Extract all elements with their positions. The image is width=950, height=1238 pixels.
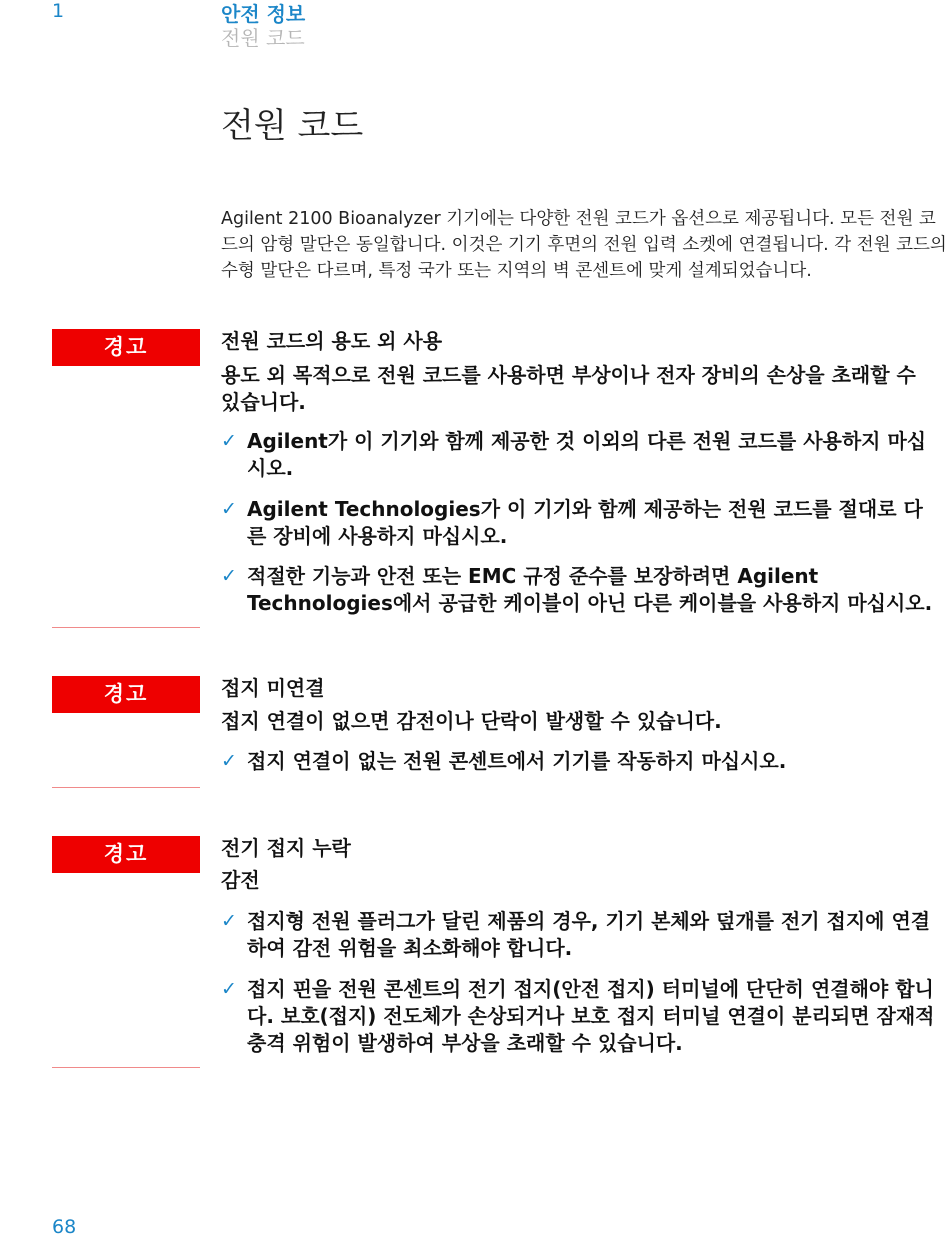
warning-divider — [52, 627, 200, 628]
page-number: 68 — [52, 1216, 77, 1238]
header-section-subtitle: 전원 코드 — [221, 26, 305, 50]
warning-list-item — [221, 428, 936, 482]
warning-title: 접지 미연결 — [221, 676, 325, 700]
warning-title: 전원 코드의 용도 외 사용 — [221, 329, 443, 353]
check-icon: ✓ — [221, 498, 237, 520]
warning-list-item — [221, 496, 936, 550]
check-icon: ✓ — [221, 910, 237, 932]
warning-badge: 경고 — [52, 836, 200, 873]
page-title: 전원 코드 — [221, 106, 364, 146]
warning-list-item-text: 접지형 전원 플러그가 달린 제품의 경우, 기기 본체와 덮개를 전기 접지에 연결하여 감전 위험을 최소화해야 합니다. — [247, 909, 931, 960]
warning-list-item-text: 접지 연결이 없는 전원 콘센트에서 기기를 작동하지 마십시오. — [247, 749, 787, 773]
warning-body: 감전 — [221, 868, 260, 892]
warning-list-item — [221, 976, 936, 1057]
warning-list-item — [221, 748, 936, 775]
warning-badge: 경고 — [52, 329, 200, 366]
warning-title: 전기 접지 누락 — [221, 836, 351, 860]
warning-divider — [52, 1067, 200, 1068]
check-icon: ✓ — [221, 750, 237, 772]
check-icon: ✓ — [221, 978, 237, 1000]
check-icon: ✓ — [221, 430, 237, 452]
warning-list-item — [221, 563, 936, 617]
warning-body: 접지 연결이 없으면 감전이나 단락이 발생할 수 있습니다. — [221, 709, 722, 733]
warning-body: 용도 외 목적으로 전원 코드를 사용하면 부상이나 전자 장비의 손상을 초래할 수 있습니다. — [221, 363, 916, 414]
warning-list-item-text: Agilent Technologies가 이 기기와 함께 제공하는 전원 코드를 절대로 다른 장비에 사용하지 마십시오. — [247, 497, 923, 548]
warning-list-item-text: 접지 핀을 전원 콘센트의 전기 접지(안전 접지) 터미널에 단단히 연결해야 합니다. 보호(접지) 전도체가 손상되거나 보호 접지 터미널 연결이 분리되면 잠재적 충격 위험이 발생하여 부상을 초래할 수 있습니다. — [247, 977, 935, 1055]
warning-list-item-text: Agilent가 이 기기와 함께 제공한 것 이외의 다른 전원 코드를 사용하지 마십시오. — [247, 429, 927, 480]
intro-paragraph: Agilent 2100 Bioanalyzer 기기에는 다양한 전원 코드가 옵션으로 제공됩니다. 모든 전원 코드의 암형 말단은 동일합니다. 이것은 기기 후면의 전원 입력 소켓에 연결됩니다. 각 전원 코드의 수형 말단은 다르며, 특정 국가 또는 지역의 벽 콘센트에 맞게 설계되었습니다. — [221, 209, 947, 281]
chapter-number: 1 — [52, 0, 65, 22]
warning-divider — [52, 787, 200, 788]
warning-list-item — [221, 908, 936, 962]
warning-badge: 경고 — [52, 676, 200, 713]
check-icon: ✓ — [221, 565, 237, 587]
header-section-title: 안전 정보 — [221, 2, 306, 26]
warning-list-item-text: 적절한 기능과 안전 또는 EMC 규정 준수를 보장하려면 Agilent Technologies에서 공급한 케이블이 아닌 다른 케이블을 사용하지 마십시오. — [247, 564, 933, 615]
